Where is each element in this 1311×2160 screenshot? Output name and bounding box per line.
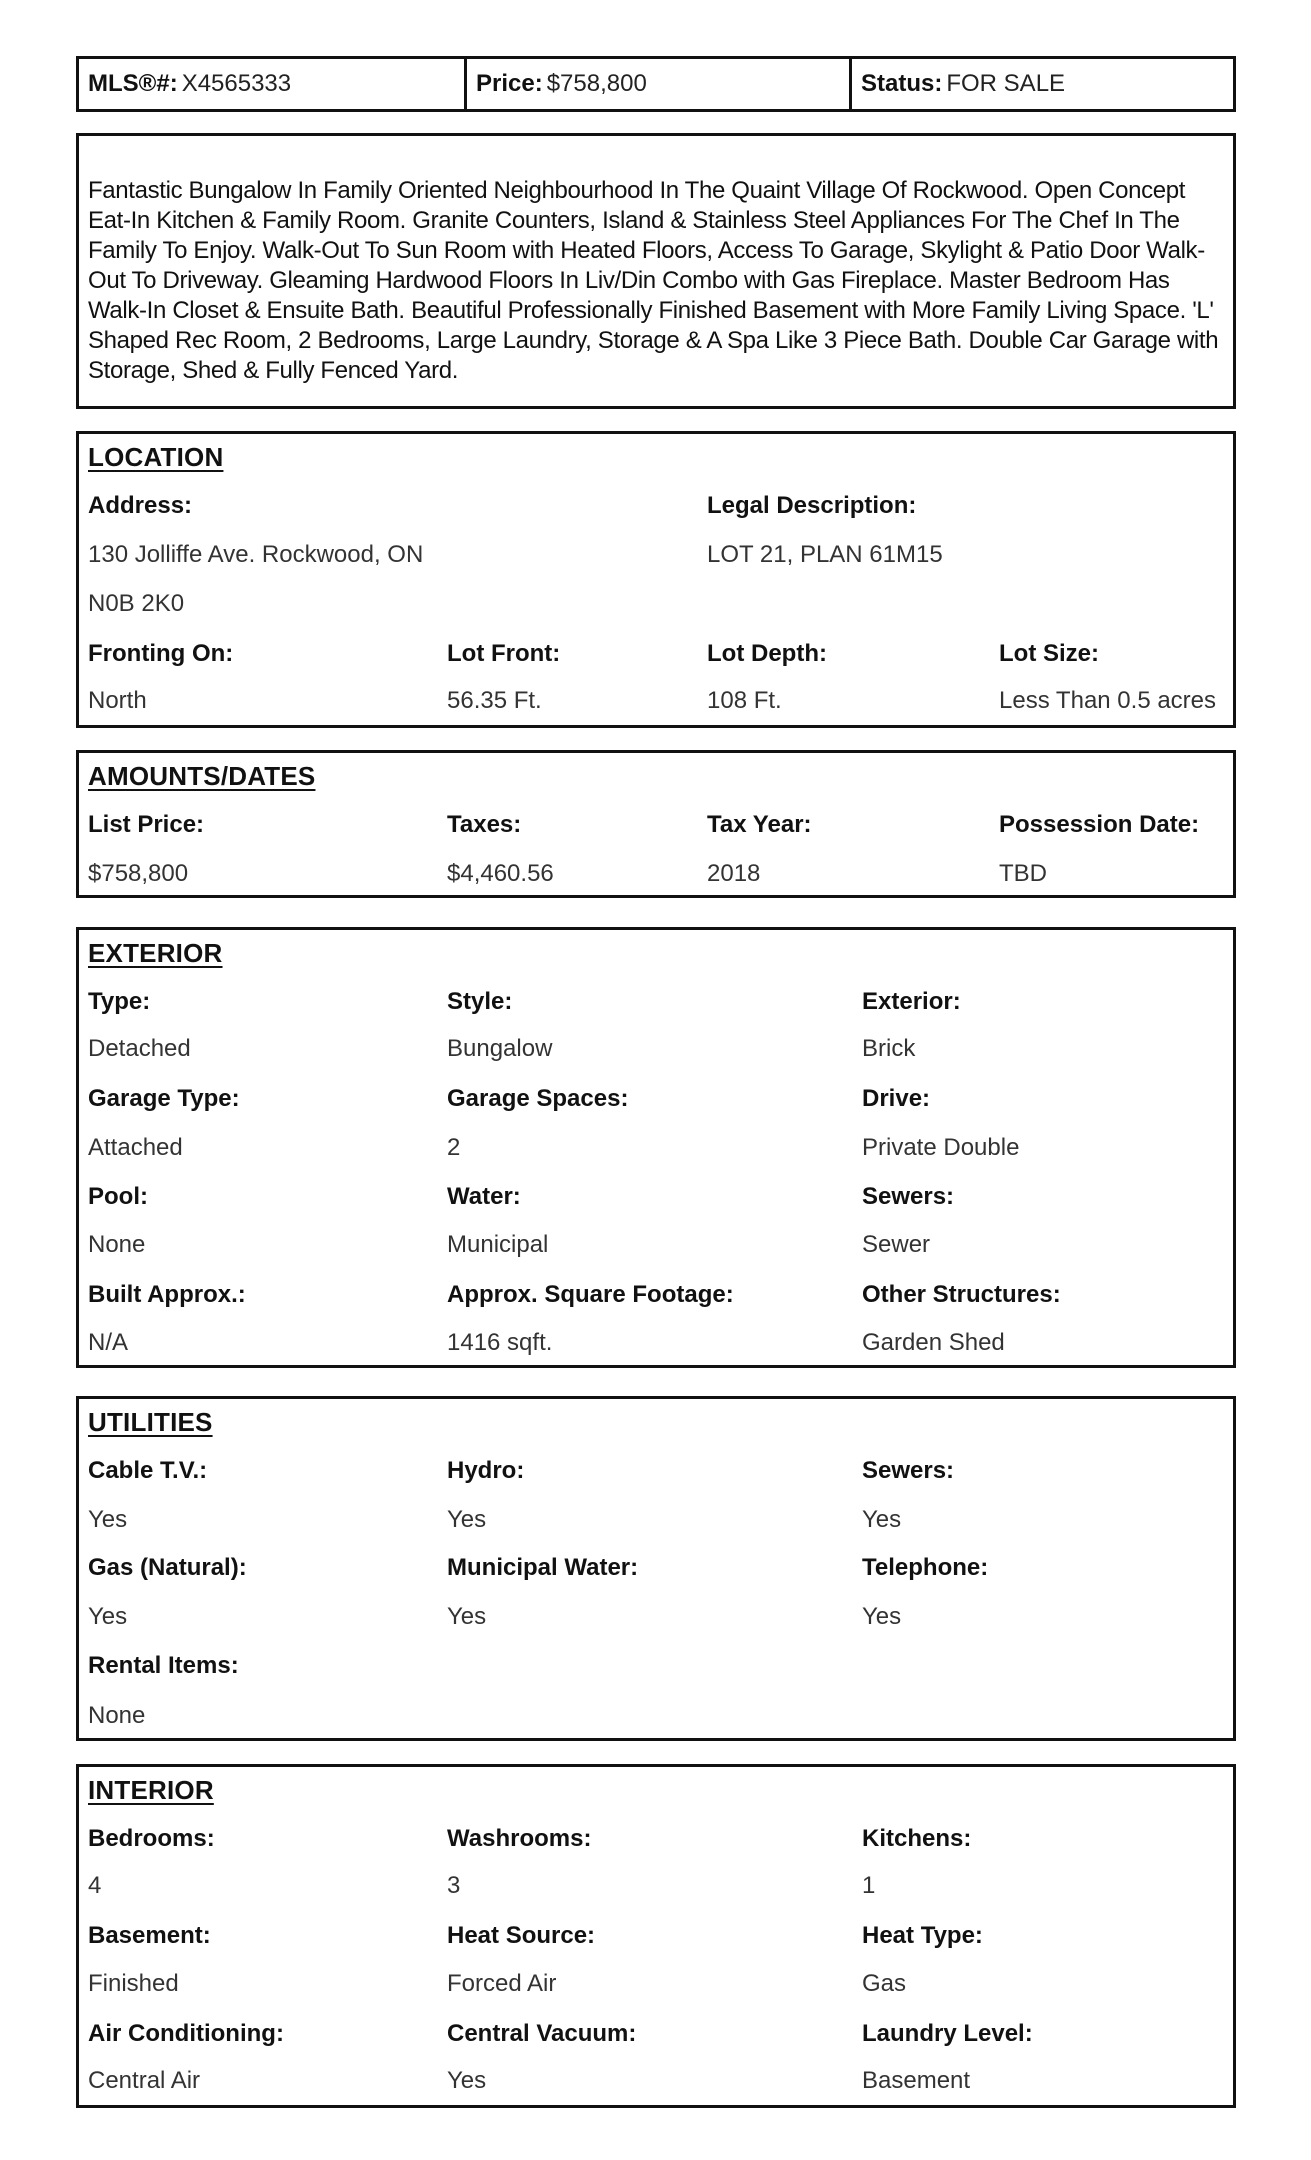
section-title-amounts: AMOUNTS/DATES bbox=[88, 761, 316, 791]
mls-value: X4565333 bbox=[181, 70, 292, 97]
exterior-section bbox=[76, 927, 1236, 1368]
field-label: Telephone: bbox=[862, 1554, 989, 1581]
field-value: 2 bbox=[447, 1134, 461, 1161]
address-line2: N0B 2K0 bbox=[88, 590, 185, 617]
mls-label: MLS®#: bbox=[88, 70, 178, 97]
status-value: FOR SALE bbox=[946, 70, 1066, 97]
status-cell bbox=[849, 59, 1233, 109]
utilities-section bbox=[76, 1396, 1236, 1741]
field-value: Yes bbox=[862, 1506, 902, 1533]
field-value: Central Air bbox=[88, 2067, 201, 2094]
field-label: Central Vacuum: bbox=[447, 2020, 637, 2047]
taxes-label: Taxes: bbox=[447, 811, 522, 838]
lot-depth-label: Lot Depth: bbox=[707, 640, 827, 667]
lot-front-label: Lot Front: bbox=[447, 640, 561, 667]
field-label: Kitchens: bbox=[862, 1825, 972, 1852]
amounts-section bbox=[76, 750, 1236, 898]
field-value: Attached bbox=[88, 1134, 183, 1161]
taxes-value: $4,460.56 bbox=[447, 860, 554, 887]
field-value: Private Double bbox=[862, 1134, 1020, 1161]
interior-section bbox=[76, 1764, 1236, 2108]
field-value: None bbox=[88, 1702, 146, 1729]
possession-date-label: Possession Date: bbox=[999, 811, 1200, 838]
field-label: Exterior: bbox=[862, 988, 961, 1015]
field-value: Forced Air bbox=[447, 1970, 557, 1997]
address-label: Address: bbox=[88, 492, 193, 519]
field-label: Hydro: bbox=[447, 1457, 525, 1484]
field-label: Municipal Water: bbox=[447, 1554, 639, 1581]
description-box bbox=[76, 133, 1236, 409]
field-value: Sewer bbox=[862, 1231, 931, 1258]
listing-header bbox=[76, 56, 1236, 112]
field-label: Laundry Level: bbox=[862, 2020, 1033, 2047]
field-label: Type: bbox=[88, 988, 151, 1015]
field-value: Yes bbox=[862, 1603, 902, 1630]
field-value: Gas bbox=[862, 1970, 907, 1997]
section-title-interior: INTERIOR bbox=[88, 1775, 214, 1805]
field-value: Yes bbox=[447, 1506, 487, 1533]
field-label: Garage Type: bbox=[88, 1085, 240, 1112]
tax-year-label: Tax Year: bbox=[707, 811, 812, 838]
field-label: Drive: bbox=[862, 1085, 931, 1112]
field-label: Approx. Square Footage: bbox=[447, 1281, 734, 1308]
property-description: Fantastic Bungalow In Family Oriented Neighbourhood In The Quaint Village Of Rockwood. Open Concept Eat-In Kitchen & Family Room. Granite Counters, Island & Stainless Steel Appliances For The Chef In The Family To Enjoy. Walk-Out To Sun Room with Heated Floors, Access To Garage, Skylight & Patio Door Walk-Out To Driveway. Gleaming Hardwood Floors In Liv/Din Combo with Gas Fireplace. Master Bedroom Has Walk-In Closet & Ensuite Bath. Beautiful Professionally Finished Basement with More Family Living Space. 'L' Shaped Rec Room, 2 Bedrooms, Large Laundry, Storage & A Spa Like 3 Piece Bath. Double Car Garage with Storage, Shed & Fully Fenced Yard. bbox=[88, 177, 1219, 384]
field-label: Sewers: bbox=[862, 1457, 955, 1484]
field-label: Heat Type: bbox=[862, 1922, 983, 1949]
field-value: Brick bbox=[862, 1035, 916, 1062]
possession-date-value: TBD bbox=[999, 860, 1047, 887]
field-label: Pool: bbox=[88, 1183, 148, 1210]
field-label: Water: bbox=[447, 1183, 521, 1210]
field-label: Built Approx.: bbox=[88, 1281, 246, 1308]
field-value: Basement bbox=[862, 2067, 971, 2094]
status-label: Status: bbox=[861, 70, 943, 97]
field-value: 1 bbox=[862, 1872, 876, 1899]
field-label: Cable T.V.: bbox=[88, 1457, 208, 1484]
field-label: Basement: bbox=[88, 1922, 211, 1949]
field-label: Sewers: bbox=[862, 1183, 955, 1210]
field-value: Garden Shed bbox=[862, 1329, 1005, 1356]
lot-front-value: 56.35 Ft. bbox=[447, 687, 542, 714]
field-label: Gas (Natural): bbox=[88, 1554, 247, 1581]
list-price-label: List Price: bbox=[88, 811, 205, 838]
tax-year-value: 2018 bbox=[707, 860, 761, 887]
location-section bbox=[76, 431, 1236, 728]
field-value: Yes bbox=[88, 1506, 128, 1533]
field-label: Garage Spaces: bbox=[447, 1085, 629, 1112]
field-value: Bungalow bbox=[447, 1035, 553, 1062]
field-value: Detached bbox=[88, 1035, 191, 1062]
field-label: Rental Items: bbox=[88, 1652, 239, 1679]
lot-size-label: Lot Size: bbox=[999, 640, 1099, 667]
section-title-exterior: EXTERIOR bbox=[88, 938, 223, 968]
mls-cell bbox=[79, 59, 464, 109]
field-value: 4 bbox=[88, 1872, 102, 1899]
fronting-on-value: North bbox=[88, 687, 147, 714]
field-label: Bedrooms: bbox=[88, 1825, 215, 1852]
legal-description-label: Legal Description: bbox=[707, 492, 917, 519]
field-value: Yes bbox=[88, 1603, 128, 1630]
lot-depth-value: 108 Ft. bbox=[707, 687, 782, 714]
lot-size-value: Less Than 0.5 acres bbox=[999, 687, 1217, 714]
field-value: Finished bbox=[88, 1970, 179, 1997]
legal-description-value: LOT 21, PLAN 61M15 bbox=[707, 541, 943, 568]
section-title-utilities: UTILITIES bbox=[88, 1407, 213, 1437]
price-value: $758,800 bbox=[546, 70, 647, 97]
price-cell bbox=[464, 59, 849, 109]
fronting-on-label: Fronting On: bbox=[88, 640, 234, 667]
price-label: Price: bbox=[476, 70, 543, 97]
field-value: Municipal bbox=[447, 1231, 549, 1258]
field-value: 1416 sqft. bbox=[447, 1329, 553, 1356]
field-value: Yes bbox=[447, 2067, 487, 2094]
field-value: None bbox=[88, 1231, 146, 1258]
list-price-value: $758,800 bbox=[88, 860, 189, 887]
field-value: N/A bbox=[88, 1329, 129, 1356]
field-label: Other Structures: bbox=[862, 1281, 1061, 1308]
field-value: 3 bbox=[447, 1872, 461, 1899]
field-label: Washrooms: bbox=[447, 1825, 592, 1852]
field-label: Heat Source: bbox=[447, 1922, 596, 1949]
section-title-location: LOCATION bbox=[88, 442, 224, 472]
address-line1: 130 Jolliffe Ave. Rockwood, ON bbox=[88, 541, 424, 568]
field-value: Yes bbox=[447, 1603, 487, 1630]
field-label: Style: bbox=[447, 988, 513, 1015]
field-label: Air Conditioning: bbox=[88, 2020, 284, 2047]
